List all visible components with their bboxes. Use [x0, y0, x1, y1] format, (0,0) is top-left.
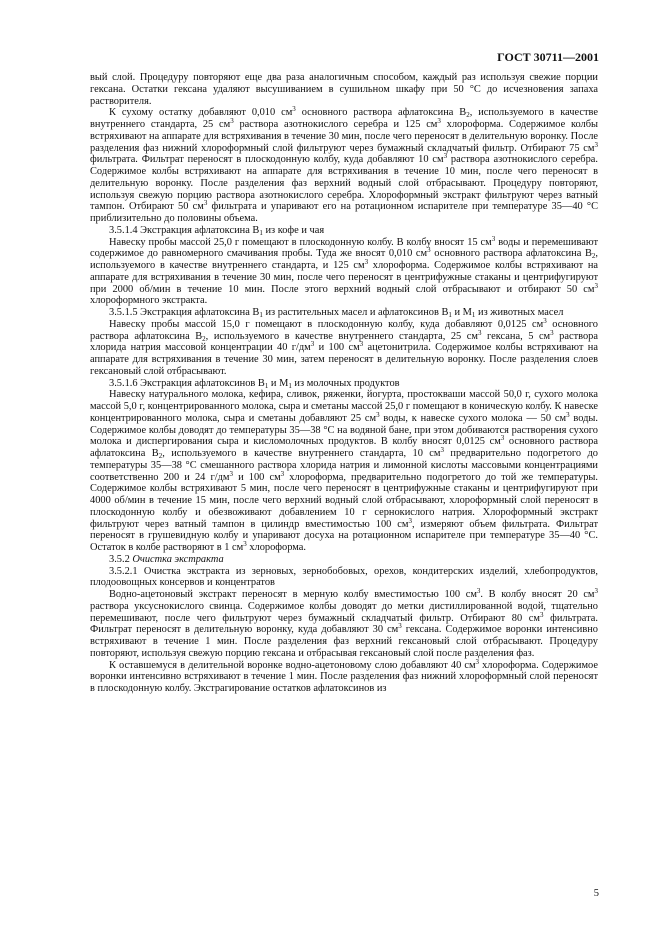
body-text: [90, 72, 598, 695]
section-heading: 3.5.2 Очистка экстракта: [109, 553, 224, 565]
paragraph: 3.5.2.1 Очистка экстракта из зерновых, зернобобовых, орехов, кондитерских изделий, хлебопродуктов, плодоовощных консервов и концентратов: [90, 565, 598, 589]
section-heading: 3.5.1.4 Экстракция афлатоксина $В_1$ из кофе и чая: [109, 224, 325, 237]
section-heading: 3.5.1.6 Экстракция афлатоксинов $В_1$ и $М_1$ из молочных продуктов: [109, 377, 400, 390]
paragraph: К оставшемуся в делительной воронке водно-ацетоновому слою добавляют 40 $см^3$ хлороформа. Содержимое воронки интенсивно встряхивают в течение 1 мин. После разделения фаз нижний хлороформный слой переносят в плоскодонную колбу. Экстрагирование остатков афлатоксинов из: [90, 657, 598, 694]
page-number: 5: [593, 888, 599, 899]
paragraph: Навеску пробы массой 25,0 г помещают в плоскодонную колбу. В колбу вносят 15 $см^3$ воды и перемешивают содержимое до равномерного смачивания пробы. Туда же вносят 0,010 $см^3$ основного раствора афлатоксина $В_2$, используемого в качестве внутреннего стандарта, и 125 $см^3$ хлороформа. Содержимое колбы встряхивают на аппарате для встряхивания в течение 30 мин, после чего переносят в центрифужные стаканы и центрифугируют при 2000 об/мин в течение 10 мин. После этого верхний водный слой отбрасывают и отбирают 50 $см^3$ хлороформного экстракта.: [90, 234, 598, 307]
paragraph: Навеску натурального молока, кефира, сливок, ряженки, йогурта, простокваши массой 50,0 г, сухого молока массой 5,0 г, концентрированного молока, сыра и сметаны массой 25,0 г помещают в коническую колбу. К навеске концентрированного молока, сыра и сметаны добавляют 25 $см^3$ воды, к навеске сухого молока — 50 $см^3$ воды. Содержимое колбы доводят до температуры 35—38 °С на водяной бане, при этом добиваются растворения сухого молока и диспергирования сыра и кисломолочных продуктов. В колбу вносят 0,0125 $см^3$ основного раствора афлатоксина $В_2$, используемого в качестве внутреннего стандарта, 10 $см^3$ предварительно подогретого до температуры 35—38 °С смешанного раствора хлорида натрия и лимонной кислоты массовыми концентрациями соответственно 200 и 24 $г/дм^3$ и 100 $см^3$ хлороформа, предварительно подогретого до той же температуры. Содержимое колбы встряхивают 5 мин, после чего переносят в центрифужные стаканы и центрифугируют при 4000 об/мин в течение 15 мин, после чего верхний водный слой отбрасывают, хлороформный слой переносят в плоскодонную колбу и обезвоживают добавлением 10 г сернокислого натрия. Хлороформный экстракт фильтруют через ватный тампон в цилиндр вместимостью 100 $см^3$, измеряют объем фильтрата. Фильтрат переносят в грушевидную колбу и упаривают досуха на ротационном испарителе при температуре 35—40 °С. Остаток в колбе растворяют в 1 $см^3$ хлороформа.: [90, 389, 598, 553]
section-heading: 3.5.1.5 Экстракция афлатоксина $В_1$ из растительных масел и афлатоксинов $В_1$ и $М_1$ из животных масел: [109, 307, 564, 319]
standard-designation: ГОСТ 30711—2001: [497, 50, 599, 64]
paragraph: Навеску пробы массой 15,0 г помещают в плоскодонную колбу, куда добавляют 0,0125 $см^3$ основного раствора афлатоксина $В_2$, используемого в качестве внутреннего стандарта, 25 $см^3$ гексана, 5 $см^3$ раствора хлорида натрия массовой концентрации 40 $г/дм^3$ и 100 $см^3$ ацетонитрила. Содержимое колбы встряхивают на аппарате для встряхивания в течение 30 мин, затем переносят в делительную воронку. После разделения слоев гексановый слой отбрасывают.: [90, 316, 598, 377]
paragraph: вый слой. Процедуру повторяют еще два раза аналогичным способом, каждый раз используя свежие порции гексана. Остатки гексана удаляют высушиванием в сушильном шкафу при 50 °С до исчезновения запаха растворителя.: [90, 72, 598, 107]
paragraph: К сухому остатку добавляют 0,010 $см^3$ основного раствора афлатоксина $В_2$, используемого в качестве внутреннего стандарта, 25 $см^3$ раствора азотнокислого серебра и 125 $см^3$ хлороформа. Содержимое колбы встряхивают на аппарате для встряхивания в течение 30 мин, после чего переносят в делительную воронку. После разделения фаз нижний хлороформный слой фильтруют через бумажный складчатый фильтр. Отбирают 75 $см^3$ фильтрата. Фильтрат переносят в плоскодонную колбу, куда добавляют 10 $см^3$ раствора азотнокислого серебра. Содержимое колбы встряхивают на аппарате для встряхивания в течение 10 мин, после чего переносят в делительную воронку. После разделения фаз верхний водный слой отбрасывают. Процедуру повторяют, используя свежую порцию раствора азотнокислого серебра. Хлороформный экстракт фильтруют через ватный тампон. Отбирают 50 $см^3$ фильтрата и упаривают его на ротационном испарителе при температуре 35—40 °С приблизительно до половины объема.: [90, 105, 599, 224]
paragraph: Водно-ацетоновый экстракт переносят в мерную колбу вместимостью 100 $см^3$. В колбу вносят 20 $см^3$ раствора уксуснокислого свинца. Содержимое колбы доводят до метки дистиллированной водой, тщательно перемешивают, после чего фильтруют через бумажный складчатый фильтр. Отбирают 80 $см^3$ фильтрата. Фильтрат переносят в делительную воронку, куда добавляют 30 $см^3$ гексана. Содержимое воронки интенсивно встряхивают в течение 1 мин. После разделения фаз верхний гексановый слой отбрасывают. Процедуру повторяют, используя свежую порцию гексана и отбрасывая гексановый слой после разделения фаз.: [90, 587, 599, 659]
